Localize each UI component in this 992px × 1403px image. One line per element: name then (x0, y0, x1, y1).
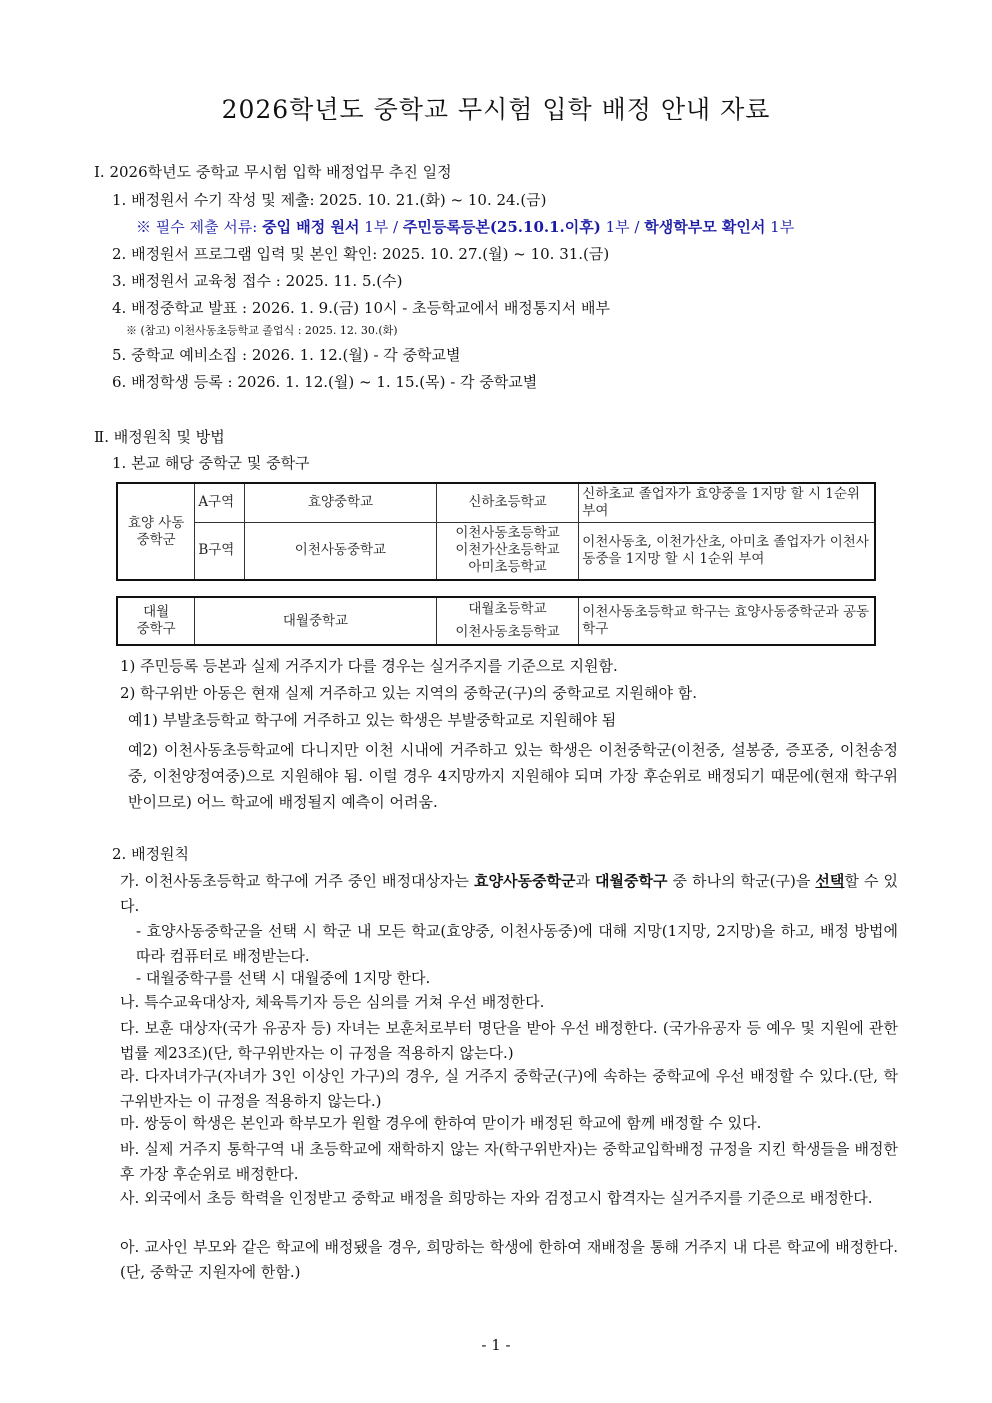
note-1: 1) 주민등록 등본과 실제 거주지가 다를 경우는 실거주지를 기준으로 지원함. (120, 657, 618, 675)
note-2: 2) 학구위반 아동은 현재 실제 거주하고 있는 지역의 중학군(구)의 중학교로 지원해야 함. (120, 684, 697, 702)
schedule-item-5: 5. 중학교 예비소집 : 2026. 1. 12.(월) - 각 중학교별 (112, 346, 461, 364)
document-title: 2026학년도 중학교 무시험 입학 배정 안내 자료 (221, 95, 771, 124)
principle-da: 다. 보훈 대상자(국가 유공자 등) 자녀는 보훈처로부터 명단을 받아 우선 배정한다. (국가유공자 등 예우 및 지원에 관한 법률 제23조)(단, 학구위반자는 이 규정을 적용하지 않는다.) (120, 1019, 898, 1062)
schedule-item-6: 6. 배정학생 등록 : 2026. 1. 12.(월) ~ 1. 15.(목) - 각 중학교별 (112, 373, 538, 391)
section1-heading: I. 2026학년도 중학교 무시험 입학 배정업무 추진 일정 (94, 163, 452, 181)
principle-ga-detail-2: - 대월중학구를 선택 시 대월중에 1지망 한다. (136, 969, 431, 987)
priority-note-a: 신하초교 졸업자가 효양중을 1지망 할 시 1순위 부여 (579, 483, 875, 522)
schedule-item-3: 3. 배정원서 교육청 접수 : 2025. 11. 5.(수) (112, 272, 403, 290)
principle-aa: 아. 교사인 부모와 같은 학교에 배정됐을 경우, 희망하는 학생에 한하여 재배정을 통해 거주지 내 다른 학교에 배정한다.(단, 중학군 지원자에 한함.) (120, 1238, 898, 1281)
table-row-a (117, 483, 875, 522)
middle-school-daewol: 대월중학교 (195, 597, 436, 645)
principle-ba: 바. 실제 거주지 통학구역 내 초등학교에 재학하지 않는 자(학구위반자)는 중학교입학배정 규정을 지킨 학생들을 배정한 후 가장 후순위로 배정한다. (120, 1140, 898, 1183)
schedule-item-4-note: ※ (참고) 이천사동초등학교 졸업식 : 2025. 12. 30.(화) (126, 324, 398, 337)
principle-sa: 사. 외국에서 초등 학력을 인정받고 중학교 배정을 희망하는 자와 검정고시 합격자는 실거주지를 기준으로 배정한다. (120, 1189, 873, 1207)
note-sep-3: 1부 (765, 218, 795, 236)
ga-text-3: 중 하나의 학군(구)을 (667, 872, 816, 890)
section2-sub1: 1. 본교 해당 중학군 및 중학구 (112, 454, 310, 472)
example-1: 예1) 부발초등학교 학구에 거주하고 있는 학생은 부발중학교로 지원해야 됨 (128, 711, 617, 729)
schedule-item-1-note (136, 217, 794, 237)
principle-ma: 마. 쌍둥이 학생은 본인과 학부모가 원할 경우에 한하여 맏이가 배정된 학교에 함께 배정할 수 있다. (120, 1114, 762, 1132)
elementary-daewol: 대월초등학교 이천사동초등학교 (436, 597, 579, 645)
middle-school-b: 이천사동중학교 (245, 522, 436, 580)
school-district-table (116, 482, 876, 581)
middle-school-a: 효양중학교 (245, 483, 436, 522)
daewol-district-table (116, 596, 876, 646)
schedule-item-2: 2. 배정원서 프로그램 입력 및 본인 확인: 2025. 10. 27.(월) ~ 10. 31.(금) (112, 245, 610, 263)
note-doc-2: 주민등록등본(25.10.1.이후) (402, 218, 601, 236)
example-2-text: 예2) 이천사동초등학교에 다니지만 이천 시내에 거주하고 있는 학생은 이천중학군(이천중, 설봉중, 증포중, 이천송정중, 이천양정여중)으로 지원해야 됨. 이럴 경우 4지망까지 지원해야 되며 가장 후순위로 배정되기 때문에(현재 학구위반이므로) 어느 학교에 배정될지 예측이 어려움. (128, 741, 898, 811)
ga-daewol: 대월중학구 (595, 872, 668, 890)
priority-note-daewol: 이천사동초등학교 학구는 효양사동중학군과 공동학구 (579, 597, 875, 645)
note-doc-3: 학생학부모 확인서 (644, 218, 766, 236)
principle-ga-detail-1: - 효양사동중학군을 선택 시 학군 내 모든 학교(효양중, 이천사동중)에 대해 지망(1지망, 2지망)을 하고, 배정 방법에 따라 컴퓨터로 배정받는다. (136, 922, 898, 965)
ga-text-4: 할 수 있다. (120, 872, 898, 915)
district-group-hyoyang-sadong: 효양 사동 중학군 (117, 483, 195, 580)
ga-select: 선택 (815, 872, 845, 890)
page-number: - 1 - (481, 1336, 511, 1354)
principle-na: 나. 특수교육대상자, 체육특기자 등은 심의를 거쳐 우선 배정한다. (120, 993, 545, 1011)
ga-text-2: 과 (575, 872, 596, 890)
note-sep-2: 1부 / (600, 218, 645, 236)
zone-b: B구역 (195, 522, 245, 580)
ga-hyoyang-sadong: 효양사동중학군 (474, 872, 576, 890)
elementary-a: 신하초등학교 (436, 483, 579, 522)
priority-note-b: 이천사동초, 이천가산초, 아미초 졸업자가 이천사동중을 1지망 할 시 1순위 부여 (579, 522, 875, 580)
note-sep-1: 1부 / (359, 218, 403, 236)
example-2 (128, 737, 898, 815)
principle-ga (120, 869, 898, 919)
table-row-daewol (117, 597, 875, 645)
district-group-daewol: 대월 중학구 (117, 597, 195, 645)
table-row-b (117, 522, 875, 580)
schedule-item-4: 4. 배정중학교 발표 : 2026. 1. 9.(금) 10시 - 초등학교에서 배정통지서 배부 (112, 299, 611, 317)
ga-text-1: 가. 이천사동초등학교 학구에 거주 중인 배정대상자는 (120, 872, 474, 890)
elementary-b: 이천사동초등학교 이천가산초등학교 아미초등학교 (436, 522, 579, 580)
schedule-item-1: 1. 배정원서 수기 작성 및 제출: 2025. 10. 21.(화) ~ 10. 24.(금) (112, 191, 547, 209)
note-prefix: ※ 필수 제출 서류: (136, 218, 263, 236)
principle-ra: 라. 다자녀가구(자녀가 3인 이상인 가구)의 경우, 실 거주지 중학군(구)에 속하는 중학교에 우선 배정할 수 있다.(단, 학구위반자는 이 규정을 적용하지 않는다.) (120, 1067, 898, 1110)
section2-heading: Ⅱ. 배정원칙 및 방법 (94, 428, 225, 446)
zone-a: A구역 (195, 483, 245, 522)
note-doc-1: 중입 배정 원서 (262, 218, 360, 236)
section2-sub2: 2. 배정원칙 (112, 845, 190, 863)
